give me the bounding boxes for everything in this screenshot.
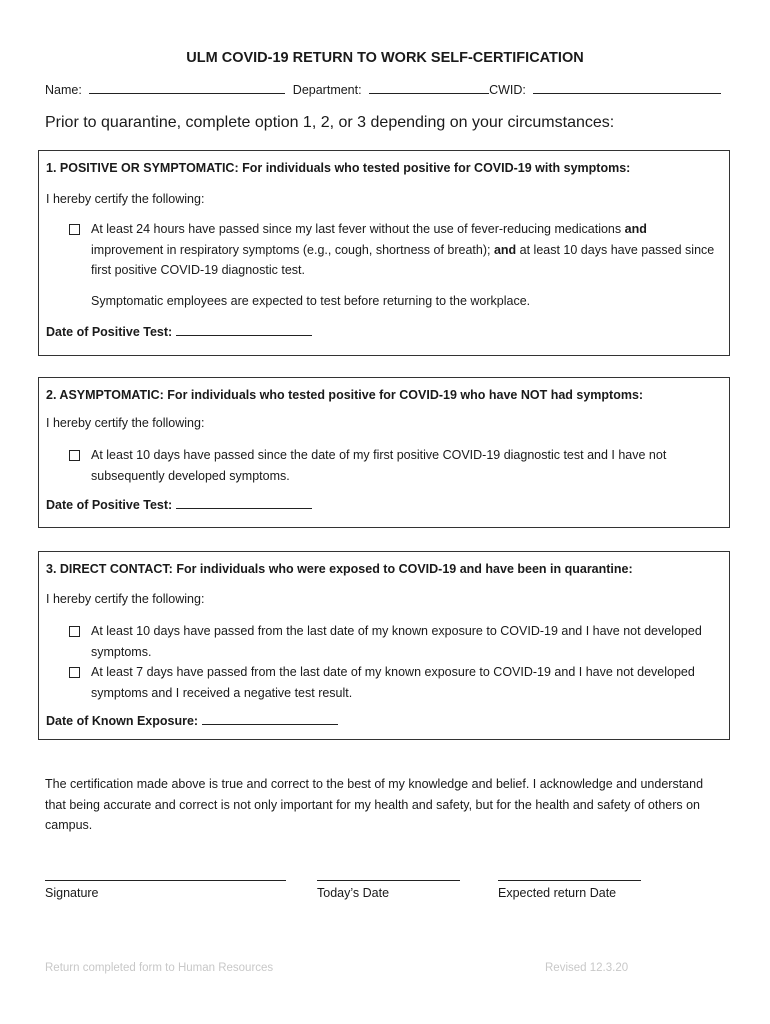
item-text: At least 7 days have passed from the last date of my known exposure to COVID-19 and I have not developed symptoms and I received a negative test result. xyxy=(91,665,695,700)
cwid-field[interactable] xyxy=(533,82,721,94)
item-text xyxy=(91,219,719,281)
date-label: Date of Positive Test: xyxy=(46,498,173,512)
certify-text: I hereby certify the following: xyxy=(46,192,205,206)
item-text-part: improvement in respiratory symptoms (e.g., cough, shortness of breath); xyxy=(91,242,494,257)
checkbox[interactable] xyxy=(69,667,80,678)
date-field[interactable] xyxy=(202,714,338,725)
section-heading: 1. POSITIVE OR SYMPTOMATIC: For individuals who tested positive for COVID-19 with symptoms: xyxy=(46,161,631,175)
name-field[interactable] xyxy=(89,82,285,94)
checkbox[interactable] xyxy=(69,224,80,235)
emphasis-and: and xyxy=(493,242,517,257)
section-note: Symptomatic employees are expected to test before returning to the workplace. xyxy=(91,294,531,308)
date-line xyxy=(46,325,312,339)
signature-label: Signature xyxy=(45,886,99,900)
checkbox[interactable] xyxy=(69,626,80,637)
department-field[interactable] xyxy=(369,82,489,94)
item-text: At least 10 days have passed since the date of my first positive COVID-19 diagnostic test and I have not subsequently developed symptoms. xyxy=(91,448,667,483)
emphasis-and: and xyxy=(624,222,647,236)
date-field[interactable] xyxy=(176,325,312,336)
section-heading: 2. ASYMPTOMATIC: For individuals who tested positive for COVID-19 who have NOT had symptoms: xyxy=(46,388,644,402)
certify-text: I hereby certify the following: xyxy=(46,416,205,430)
intro-text: Prior to quarantine, complete option 1, 2, or 3 depending on your circumstances: xyxy=(45,114,615,131)
form-title: ULM COVID-19 RETURN TO WORK SELF-CERTIFICATION xyxy=(186,50,584,66)
todays-date-field[interactable] xyxy=(317,880,460,881)
item-text: At least 10 days have passed from the last date of my known exposure to COVID-19 and I have not developed symptoms. xyxy=(91,624,702,659)
date-label: Date of Positive Test: xyxy=(46,325,173,339)
checkbox[interactable] xyxy=(69,450,80,461)
section-positive-symptomatic xyxy=(38,150,730,356)
expected-return-date-label: Expected return Date xyxy=(498,886,617,900)
section-direct-contact xyxy=(38,551,730,740)
date-line xyxy=(46,498,312,512)
certification-item xyxy=(69,445,719,486)
cwid-label: CWID: xyxy=(489,83,526,97)
section-heading: 3. DIRECT CONTACT: For individuals who were exposed to COVID-19 and have been in quarantine: xyxy=(46,562,633,576)
certification-item xyxy=(69,662,719,703)
certify-text: I hereby certify the following: xyxy=(46,592,205,606)
footer-instruction: Return completed form to Human Resources xyxy=(45,962,274,974)
date-label: Date of Known Exposure: xyxy=(46,714,199,728)
section-asymptomatic xyxy=(38,377,730,528)
employee-info-row xyxy=(45,82,725,97)
expected-return-date-field[interactable] xyxy=(498,880,641,881)
footer-revision: Revised 12.3.20 xyxy=(545,962,629,974)
signature-field[interactable] xyxy=(45,880,286,881)
certification-statement: The certification made above is true and correct to the best of my knowledge and belief. I acknowledge and understand that being accurate and correct is not only important for my health and safety, but for the health and safety of others on campus. xyxy=(45,777,704,832)
todays-date-label: Today’s Date xyxy=(317,886,390,900)
certification-item xyxy=(69,621,719,662)
certification-item xyxy=(69,219,719,281)
department-label: Department: xyxy=(292,83,362,97)
date-field[interactable] xyxy=(176,498,312,509)
name-label: Name: xyxy=(45,83,82,97)
date-line xyxy=(46,714,338,728)
item-text-part: At least 24 hours have passed since my last fever without the use of fever-reducing medications xyxy=(91,222,625,236)
item-text-part: at least 10 days have passed since first positive COVID-19 diagnostic test. xyxy=(91,242,715,277)
